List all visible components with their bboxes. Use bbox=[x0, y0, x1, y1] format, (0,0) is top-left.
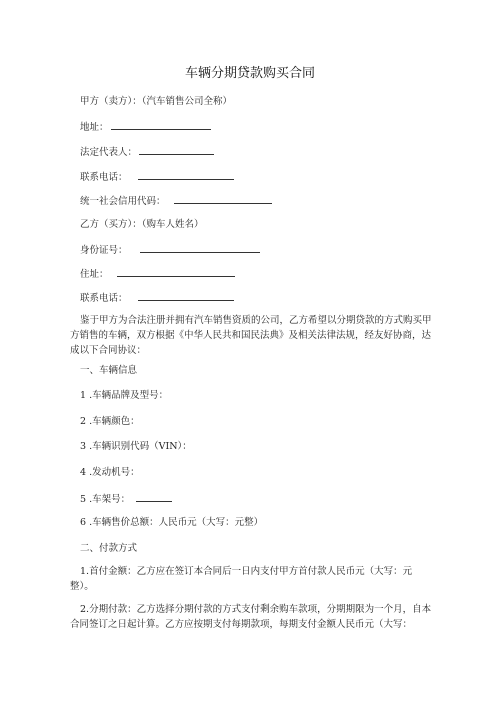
party-b-phone-row bbox=[80, 291, 234, 305]
party-b-residence-label: 住址： bbox=[80, 269, 109, 280]
party-b-label: 乙方（买方）：（购车人姓名） bbox=[80, 219, 204, 230]
down-payment-paragraph: 1.首付金额：乙方应在签订本合同后一日内支付甲方首付款人民币元（大写：元整）。 bbox=[70, 566, 413, 592]
frame-number-blank bbox=[136, 492, 172, 502]
party-a-credit-code-row bbox=[80, 194, 272, 208]
party-a-legal-rep-label: 法定代表人： bbox=[80, 147, 138, 158]
party-a-legal-rep-blank bbox=[139, 145, 214, 155]
party-b-residence-row bbox=[80, 267, 235, 281]
party-b-id-blank bbox=[140, 243, 260, 253]
party-a-address-row bbox=[80, 120, 211, 134]
vehicle-info-item: 1 .车辆品牌及型号： bbox=[80, 390, 169, 401]
party-a-label: 甲方（卖方）：（汽车销售公司全称） bbox=[80, 96, 233, 107]
installment-paragraph: 2.分期付款：乙方选择分期付款的方式支付剩余购车款项，分期期限为一个月，自本合同签订之日起计算。乙方应按期支付每期款项，每期支付金额人民币元（大写： bbox=[70, 604, 432, 630]
vehicle-info-item: 5 .车架号： bbox=[80, 494, 131, 505]
party-a-address-label: 地址： bbox=[80, 122, 109, 133]
party-a-legal-rep-row bbox=[80, 145, 214, 159]
vehicle-info-item: 3 .车辆识别代码（VIN）： bbox=[80, 441, 192, 452]
page-title: 车辆分期贷款购买合同 bbox=[184, 66, 315, 81]
section2-heading: 二、付款方式 bbox=[80, 543, 138, 554]
party-a-phone-blank bbox=[138, 170, 234, 180]
party-b-phone-blank bbox=[138, 291, 234, 301]
party-a-phone-row bbox=[80, 170, 234, 184]
vehicle-info-item: 6 .车辆售价总额：人民币元（大写：元整） bbox=[80, 517, 264, 528]
party-b-id-row bbox=[80, 243, 260, 257]
vehicle-frame-row bbox=[80, 492, 172, 506]
party-a-phone-label: 联系电话： bbox=[80, 172, 128, 183]
party-b-id-label: 身份证号： bbox=[80, 245, 128, 256]
party-b-phone-label: 联系电话： bbox=[80, 293, 128, 304]
vehicle-info-item: 4 .发动机号： bbox=[80, 467, 140, 478]
party-a-credit-code-blank bbox=[174, 194, 272, 204]
party-b-residence-blank bbox=[117, 267, 235, 277]
vehicle-info-item: 2 .车辆颜色： bbox=[80, 416, 140, 427]
party-a-address-blank bbox=[111, 120, 211, 130]
preamble-paragraph: 鉴于甲方为合法注册并拥有汽车销售资质的公司，乙方希望以分期贷款的方式购买甲方销售的车辆，双方根据《中华人民共和国民法典》及相关法律法规，经友好协商，达成以下合同协议： bbox=[70, 315, 432, 356]
party-a-credit-code-label: 统一社会信用代码： bbox=[80, 196, 166, 207]
section1-heading: 一、车辆信息 bbox=[80, 365, 138, 376]
